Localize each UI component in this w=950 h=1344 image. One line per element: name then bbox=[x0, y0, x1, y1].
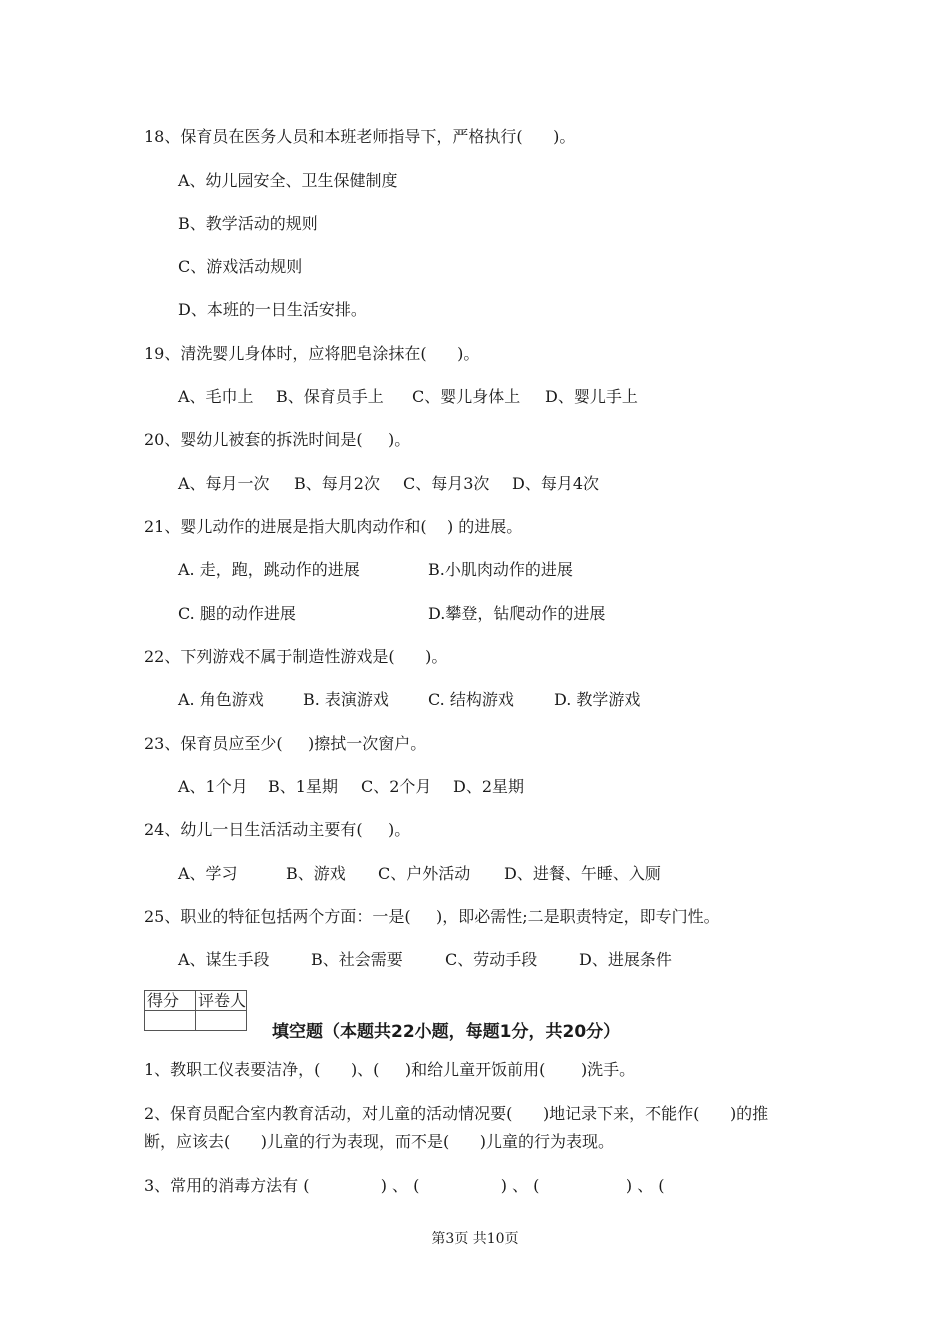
fill-question-2-line-2: 断，应该去( )儿童的行为表现，而不是( )儿童的行为表现。 bbox=[144, 1132, 615, 1151]
question-21-option-d: D.攀登，钻爬动作的进展 bbox=[428, 604, 606, 623]
question-20-stem: 20、婴幼儿被套的拆洗时间是( )。 bbox=[144, 430, 411, 449]
grader-cell bbox=[196, 1011, 247, 1031]
question-24-option-a: A、学习 bbox=[178, 864, 238, 883]
question-19-option-b: B、保育员手上 bbox=[276, 387, 384, 406]
question-24-stem: 24、幼儿一日生活活动主要有( )。 bbox=[144, 820, 411, 839]
question-25-option-c: C、劳动手段 bbox=[445, 950, 538, 969]
fill-question-2-line-1: 2、保育员配合室内教育活动，对儿童的活动情况要( )地记录下来，不能作( )的推 bbox=[144, 1104, 769, 1123]
question-19-option-a: A、毛巾上 bbox=[178, 387, 254, 406]
question-24-option-c: C、户外活动 bbox=[378, 864, 471, 883]
question-24-option-d: D、进餐、午睡、入厕 bbox=[504, 864, 661, 883]
question-22-stem: 22、下列游戏不属于制造性游戏是( )。 bbox=[144, 647, 448, 666]
question-18-option-b: B、教学活动的规则 bbox=[178, 214, 318, 233]
question-18-stem: 18、保育员在医务人员和本班老师指导下，严格执行( )。 bbox=[144, 127, 576, 146]
question-20-option-a: A、每月一次 bbox=[178, 474, 270, 493]
score-label: 得分 bbox=[145, 991, 196, 1011]
question-18-option-a: A、幼儿园安全、卫生保健制度 bbox=[178, 171, 398, 190]
question-23-option-b: B、1星期 bbox=[268, 777, 338, 796]
score-table bbox=[144, 990, 247, 1031]
question-23-option-c: C、2个月 bbox=[361, 777, 432, 796]
question-21-option-b: B.小肌肉动作的进展 bbox=[428, 560, 573, 579]
question-19-option-d: D、婴儿手上 bbox=[545, 387, 638, 406]
question-21-option-a: A. 走，跑，跳动作的进展 bbox=[178, 560, 360, 579]
question-22-option-a: A. 角色游戏 bbox=[178, 690, 264, 709]
question-22-option-b: B. 表演游戏 bbox=[303, 690, 389, 709]
question-24-option-b: B、游戏 bbox=[286, 864, 346, 883]
grader-label: 评卷人 bbox=[196, 991, 247, 1011]
score-cell bbox=[145, 1011, 196, 1031]
question-18-option-c: C、游戏活动规则 bbox=[178, 257, 303, 276]
question-19-option-c: C、婴儿身体上 bbox=[412, 387, 521, 406]
page-footer: 第3页 共10页 bbox=[431, 1231, 519, 1247]
question-22-option-d: D. 教学游戏 bbox=[554, 690, 641, 709]
question-25-option-d: D、进展条件 bbox=[579, 950, 672, 969]
fill-question-3: 3、常用的消毒方法有 ( ) 、 ( ) 、 ( ) 、 ( bbox=[144, 1176, 665, 1195]
question-25-option-b: B、社会需要 bbox=[311, 950, 403, 969]
question-23-option-d: D、2星期 bbox=[453, 777, 525, 796]
question-23-option-a: A、1个月 bbox=[178, 777, 248, 796]
fill-question-1: 1、教职工仪表要洁净，( )、( )和给儿童开饭前用( )洗手。 bbox=[144, 1060, 636, 1079]
question-21-stem: 21、婴儿动作的进展是指大肌肉动作和( ) 的进展。 bbox=[144, 517, 523, 536]
question-21-option-c: C. 腿的动作进展 bbox=[178, 604, 296, 623]
question-25-stem: 25、职业的特征包括两个方面：一是( )，即必需性;二是职责特定，即专门性。 bbox=[144, 907, 720, 926]
question-19-stem: 19、清洗婴儿身体时，应将肥皂涂抹在( )。 bbox=[144, 344, 480, 363]
question-20-option-d: D、每月4次 bbox=[512, 474, 600, 493]
question-20-option-c: C、每月3次 bbox=[403, 474, 490, 493]
question-23-stem: 23、保育员应至少( )擦拭一次窗户。 bbox=[144, 734, 427, 753]
section-title: 填空题（本题共22小题，每题1分，共20分） bbox=[272, 1022, 621, 1042]
question-22-option-c: C. 结构游戏 bbox=[428, 690, 514, 709]
question-20-option-b: B、每月2次 bbox=[294, 474, 380, 493]
question-18-option-d: D、本班的一日生活安排。 bbox=[178, 300, 367, 319]
question-25-option-a: A、谋生手段 bbox=[178, 950, 270, 969]
